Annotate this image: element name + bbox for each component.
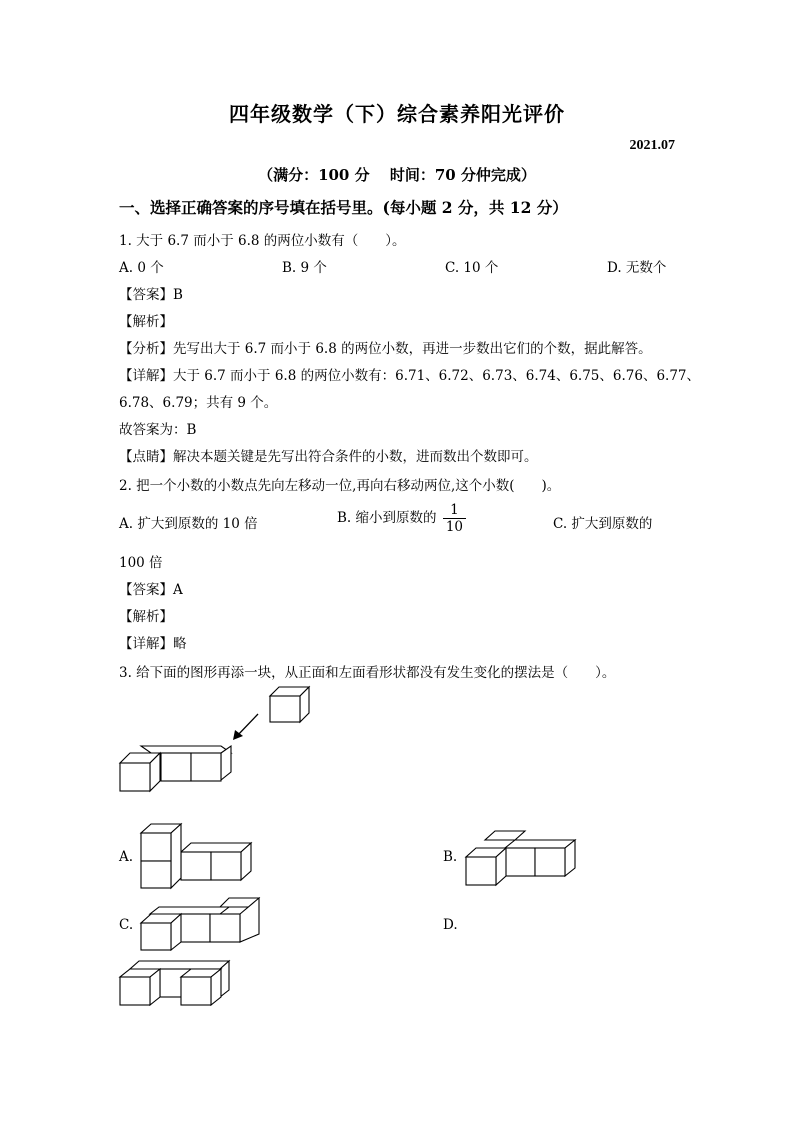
q2-option-a: A. 扩大到原数的 10 倍 [119, 516, 258, 532]
q1-jiexi: 【解析】 [119, 314, 173, 330]
section-heading: 一、选择正确答案的序号填在括号里。(每小题 2 分，共 12 分） [119, 198, 568, 217]
q2-option-c: C. 扩大到原数的 [553, 516, 653, 532]
q3-label-b: B. [443, 849, 458, 865]
option-c-figure [141, 898, 259, 950]
q1-dianjing: 【点睛】解决本题关键是先写出符合条件的小数，进而数出个数即可。 [119, 449, 538, 465]
q2-xiangjie: 【详解】略 [119, 636, 187, 652]
base-cube-figure [120, 746, 231, 791]
q1-xiangjie-line2: 6.78、6.79；共有 9 个。 [119, 395, 278, 411]
q3-label-c: C. [119, 917, 134, 933]
q1-option-c: C. 10 个 [445, 260, 499, 276]
q1-conclusion: 故答案为：B [119, 422, 197, 438]
q1-answer: 【答案】B [119, 287, 183, 303]
q1-option-d: D. 无数个 [607, 260, 667, 276]
q1-fenxi: 【分析】先写出大于 6.7 而小于 6.8 的两位小数，再进一步数出它们的个数，据此解答。 [119, 341, 652, 357]
exam-date: 2021.07 [629, 138, 675, 153]
q3-stem: 3. 给下面的图形再添一块，从正面和左面看形状都没有发生变化的摆法是（ ）。 [119, 665, 616, 681]
q3-label-d: D. [443, 917, 458, 933]
q2-option-c-continued: 100 倍 [119, 555, 163, 571]
fraction-denominator: 10 [445, 519, 463, 535]
fraction-numerator: 1 [443, 502, 466, 519]
q1-option-b: B. 9 个 [282, 260, 327, 276]
option-a-figure [141, 824, 251, 888]
option-d-figure [120, 961, 229, 1005]
q1-stem: 1. 大于 6.7 而小于 6.8 的两位小数有（ ）。 [119, 233, 406, 249]
extra-cube-figure [270, 687, 309, 722]
q3-label-a: A. [119, 849, 134, 865]
page-title: 四年级数学（下）综合素养阳光评价 [229, 102, 565, 126]
q1-option-a: A. 0 个 [119, 260, 164, 276]
option-b-figure [466, 831, 575, 885]
q2-jiexi: 【解析】 [119, 609, 173, 625]
q2-stem: 2. 把一个小数的小数点先向左移动一位,再向右移动两位,这个小数( )。 [119, 478, 561, 494]
arrow-icon [233, 714, 258, 740]
q2-answer: 【答案】A [119, 582, 183, 598]
q2-option-b-text: B. 缩小到原数的 [337, 510, 437, 526]
q1-xiangjie-line1: 【详解】大于 6.7 而小于 6.8 的两位小数有：6.71、6.72、6.73、6.74、6.75、6.76、6.77、 [119, 368, 701, 384]
score-time-line: （满分：100 分 时间：70 分仲完成） [258, 166, 536, 184]
